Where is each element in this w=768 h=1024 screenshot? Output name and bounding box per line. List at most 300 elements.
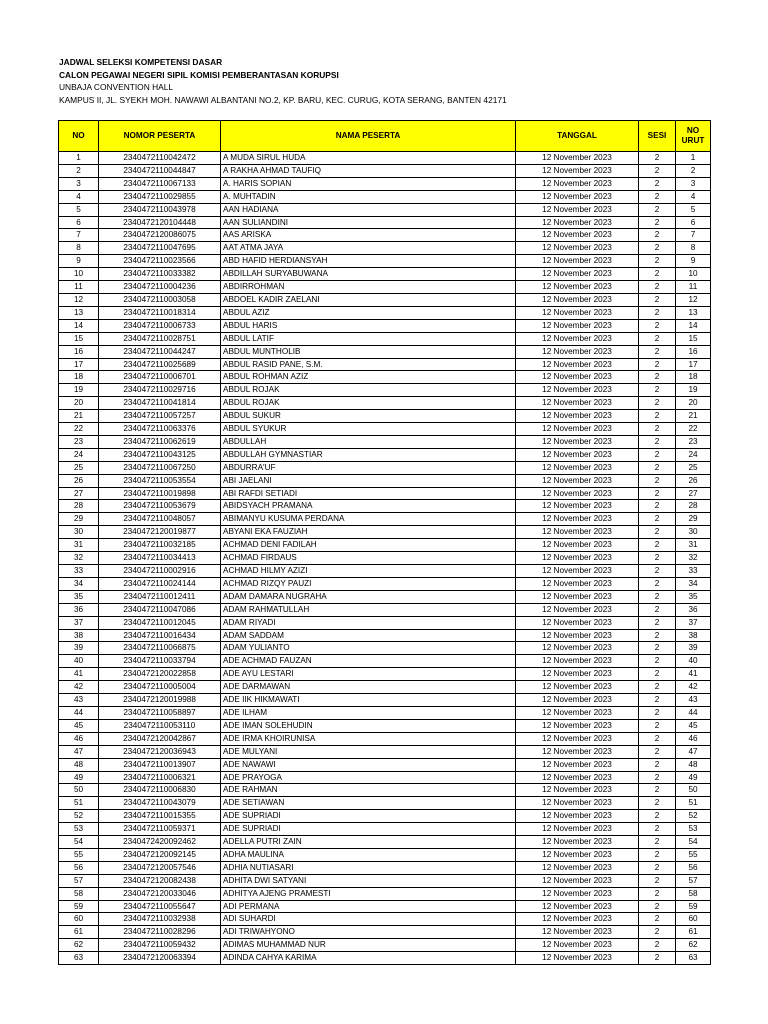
cell-tanggal: 12 November 2023: [516, 913, 639, 926]
cell-nomor-peserta: 2340472110006321: [99, 771, 221, 784]
table-row: [59, 565, 711, 578]
cell-nomor-peserta: 2340472120033046: [99, 887, 221, 900]
cell-tanggal: 12 November 2023: [516, 616, 639, 629]
cell-nama-peserta: ADI TRIWAHYONO: [221, 926, 516, 939]
table-row: [59, 448, 711, 461]
cell-nama-peserta: ADHITYA AJENG PRAMESTI: [221, 887, 516, 900]
cell-sesi: 2: [639, 590, 676, 603]
cell-tanggal: 12 November 2023: [516, 306, 639, 319]
table-body: [59, 152, 711, 965]
cell-tanggal: 12 November 2023: [516, 539, 639, 552]
column-header-no-urut: NO URUT: [676, 121, 711, 152]
cell-sesi: 2: [639, 448, 676, 461]
table-row: [59, 177, 711, 190]
table-row: [59, 848, 711, 861]
cell-no-urut: 37: [676, 616, 711, 629]
cell-nama-peserta: ABIMANYU KUSUMA PERDANA: [221, 513, 516, 526]
table-row: [59, 461, 711, 474]
cell-nomor-peserta: 2340472110047695: [99, 242, 221, 255]
cell-sesi: 2: [639, 513, 676, 526]
cell-nama-peserta: ADE NAWAWI: [221, 758, 516, 771]
cell-sesi: 2: [639, 939, 676, 952]
cell-no: 46: [59, 732, 99, 745]
table-row: [59, 216, 711, 229]
cell-sesi: 2: [639, 397, 676, 410]
cell-nama-peserta: ADE IRMA KHOIRUNISA: [221, 732, 516, 745]
cell-nomor-peserta: 2340472120042867: [99, 732, 221, 745]
cell-nama-peserta: ADE PRAYOGA: [221, 771, 516, 784]
table-row: [59, 745, 711, 758]
header-venue: UNBAJA CONVENTION HALL: [59, 82, 174, 93]
cell-nomor-peserta: 2340472120086075: [99, 229, 221, 242]
cell-tanggal: 12 November 2023: [516, 448, 639, 461]
cell-no-urut: 3: [676, 177, 711, 190]
cell-no-urut: 15: [676, 332, 711, 345]
cell-nama-peserta: ADI SUHARDI: [221, 913, 516, 926]
cell-no: 19: [59, 384, 99, 397]
cell-tanggal: 12 November 2023: [516, 565, 639, 578]
table-row: [59, 590, 711, 603]
cell-tanggal: 12 November 2023: [516, 242, 639, 255]
cell-no: 27: [59, 487, 99, 500]
cell-nama-peserta: ADE SUPRIADI: [221, 823, 516, 836]
cell-nomor-peserta: 2340472110012411: [99, 590, 221, 603]
cell-nama-peserta: ACHMAD DENI FADILAH: [221, 539, 516, 552]
cell-nomor-peserta: 2340472110057257: [99, 410, 221, 423]
table-row: [59, 487, 711, 500]
cell-sesi: 2: [639, 784, 676, 797]
cell-nama-peserta: ADE IIK HIKMAWATI: [221, 694, 516, 707]
cell-tanggal: 12 November 2023: [516, 384, 639, 397]
cell-sesi: 2: [639, 577, 676, 590]
cell-no-urut: 58: [676, 887, 711, 900]
table-row: [59, 306, 711, 319]
cell-tanggal: 12 November 2023: [516, 900, 639, 913]
cell-sesi: 2: [639, 345, 676, 358]
cell-nomor-peserta: 2340472110059432: [99, 939, 221, 952]
cell-tanggal: 12 November 2023: [516, 152, 639, 165]
table-row: [59, 810, 711, 823]
cell-no-urut: 6: [676, 216, 711, 229]
cell-nama-peserta: ABDIRROHMAN: [221, 281, 516, 294]
cell-no-urut: 20: [676, 397, 711, 410]
table-row: [59, 668, 711, 681]
cell-tanggal: 12 November 2023: [516, 694, 639, 707]
column-header-no: NO: [59, 121, 99, 152]
cell-nomor-peserta: 2340472110067250: [99, 461, 221, 474]
cell-tanggal: 12 November 2023: [516, 745, 639, 758]
cell-nama-peserta: ABDUL AZIZ: [221, 306, 516, 319]
cell-sesi: 2: [639, 177, 676, 190]
column-header-tanggal: TANGGAL: [516, 121, 639, 152]
cell-nomor-peserta: 2340472110012045: [99, 616, 221, 629]
cell-tanggal: 12 November 2023: [516, 358, 639, 371]
cell-no-urut: 60: [676, 913, 711, 926]
cell-tanggal: 12 November 2023: [516, 164, 639, 177]
cell-sesi: 2: [639, 719, 676, 732]
cell-nama-peserta: ABDUL SUKUR: [221, 410, 516, 423]
cell-sesi: 2: [639, 526, 676, 539]
cell-no: 4: [59, 190, 99, 203]
cell-sesi: 2: [639, 152, 676, 165]
cell-no: 37: [59, 616, 99, 629]
cell-tanggal: 12 November 2023: [516, 952, 639, 965]
cell-no: 39: [59, 642, 99, 655]
cell-sesi: 2: [639, 500, 676, 513]
cell-nama-peserta: ACHMAD RIZQY PAUZI: [221, 577, 516, 590]
cell-tanggal: 12 November 2023: [516, 603, 639, 616]
cell-nomor-peserta: 2340472110053110: [99, 719, 221, 732]
cell-nama-peserta: ABDUL ROJAK: [221, 384, 516, 397]
cell-no: 6: [59, 216, 99, 229]
cell-no-urut: 48: [676, 758, 711, 771]
cell-no-urut: 11: [676, 281, 711, 294]
cell-no: 45: [59, 719, 99, 732]
cell-sesi: 2: [639, 732, 676, 745]
cell-no: 44: [59, 706, 99, 719]
table-row: [59, 423, 711, 436]
cell-nomor-peserta: 2340472110006830: [99, 784, 221, 797]
cell-no-urut: 26: [676, 474, 711, 487]
table-row: [59, 435, 711, 448]
cell-sesi: 2: [639, 758, 676, 771]
cell-no: 25: [59, 461, 99, 474]
cell-no-urut: 57: [676, 874, 711, 887]
cell-sesi: 2: [639, 255, 676, 268]
cell-no: 41: [59, 668, 99, 681]
cell-no-urut: 50: [676, 784, 711, 797]
cell-nomor-peserta: 2340472110043978: [99, 203, 221, 216]
cell-nomor-peserta: 2340472110015355: [99, 810, 221, 823]
cell-sesi: 2: [639, 616, 676, 629]
cell-nama-peserta: ABYANI EKA FAUZIAH: [221, 526, 516, 539]
cell-no: 16: [59, 345, 99, 358]
cell-tanggal: 12 November 2023: [516, 706, 639, 719]
table-row: [59, 874, 711, 887]
table-row: [59, 384, 711, 397]
cell-nomor-peserta: 2340472120082438: [99, 874, 221, 887]
cell-no: 17: [59, 358, 99, 371]
cell-nama-peserta: ABDUL ROHMAN AZIZ: [221, 371, 516, 384]
cell-nama-peserta: A. MUHTADIN: [221, 190, 516, 203]
table-row: [59, 358, 711, 371]
cell-no: 33: [59, 565, 99, 578]
cell-nomor-peserta: 2340472110044847: [99, 164, 221, 177]
cell-tanggal: 12 November 2023: [516, 255, 639, 268]
cell-nama-peserta: ABDUL SYUKUR: [221, 423, 516, 436]
cell-tanggal: 12 November 2023: [516, 784, 639, 797]
cell-no: 34: [59, 577, 99, 590]
cell-no: 51: [59, 797, 99, 810]
cell-no: 12: [59, 293, 99, 306]
cell-no: 13: [59, 306, 99, 319]
cell-sesi: 2: [639, 797, 676, 810]
cell-sesi: 2: [639, 913, 676, 926]
cell-nama-peserta: ADAM RIYADI: [221, 616, 516, 629]
table-row: [59, 900, 711, 913]
cell-sesi: 2: [639, 332, 676, 345]
cell-nomor-peserta: 2340472120063394: [99, 952, 221, 965]
table-row: [59, 603, 711, 616]
cell-tanggal: 12 November 2023: [516, 345, 639, 358]
cell-sesi: 2: [639, 810, 676, 823]
table-row: [59, 513, 711, 526]
cell-nama-peserta: ADIMAS MUHAMMAD NUR: [221, 939, 516, 952]
cell-no-urut: 4: [676, 190, 711, 203]
cell-no: 5: [59, 203, 99, 216]
cell-sesi: 2: [639, 848, 676, 861]
cell-sesi: 2: [639, 216, 676, 229]
cell-tanggal: 12 November 2023: [516, 190, 639, 203]
cell-nomor-peserta: 2340472110042472: [99, 152, 221, 165]
cell-no-urut: 63: [676, 952, 711, 965]
table-row: [59, 500, 711, 513]
cell-nama-peserta: ABDUL LATIF: [221, 332, 516, 345]
cell-nama-peserta: ADE DARMAWAN: [221, 681, 516, 694]
cell-no-urut: 41: [676, 668, 711, 681]
cell-nomor-peserta: 2340472110006733: [99, 319, 221, 332]
cell-nomor-peserta: 2340472110029716: [99, 384, 221, 397]
cell-nama-peserta: ABDUL RASID PANE, S.M.: [221, 358, 516, 371]
cell-tanggal: 12 November 2023: [516, 758, 639, 771]
cell-nomor-peserta: 2340472110024144: [99, 577, 221, 590]
cell-no: 14: [59, 319, 99, 332]
table-row: [59, 526, 711, 539]
cell-nomor-peserta: 2340472110055647: [99, 900, 221, 913]
cell-tanggal: 12 November 2023: [516, 577, 639, 590]
cell-tanggal: 12 November 2023: [516, 732, 639, 745]
table-row: [59, 797, 711, 810]
cell-nomor-peserta: 2340472110033794: [99, 655, 221, 668]
cell-nama-peserta: ADE ILHAM: [221, 706, 516, 719]
cell-nomor-peserta: 2340472120036943: [99, 745, 221, 758]
cell-no: 29: [59, 513, 99, 526]
cell-nomor-peserta: 2340472110018314: [99, 306, 221, 319]
cell-nomor-peserta: 2340472110058897: [99, 706, 221, 719]
cell-nomor-peserta: 2340472110028296: [99, 926, 221, 939]
cell-no-urut: 54: [676, 836, 711, 849]
cell-tanggal: 12 November 2023: [516, 268, 639, 281]
cell-no-urut: 40: [676, 655, 711, 668]
cell-tanggal: 12 November 2023: [516, 861, 639, 874]
cell-sesi: 2: [639, 293, 676, 306]
cell-nomor-peserta: 2340472110016434: [99, 629, 221, 642]
cell-sesi: 2: [639, 655, 676, 668]
cell-sesi: 2: [639, 668, 676, 681]
cell-nama-peserta: ADELLA PUTRI ZAIN: [221, 836, 516, 849]
cell-sesi: 2: [639, 423, 676, 436]
cell-no-urut: 53: [676, 823, 711, 836]
cell-no: 10: [59, 268, 99, 281]
cell-tanggal: 12 November 2023: [516, 926, 639, 939]
cell-no-urut: 49: [676, 771, 711, 784]
cell-sesi: 2: [639, 900, 676, 913]
cell-nama-peserta: ABDUL HARIS: [221, 319, 516, 332]
table-row: [59, 242, 711, 255]
cell-sesi: 2: [639, 861, 676, 874]
table-row: [59, 319, 711, 332]
cell-nomor-peserta: 2340472110067133: [99, 177, 221, 190]
table-row: [59, 913, 711, 926]
cell-no-urut: 29: [676, 513, 711, 526]
table-row: [59, 706, 711, 719]
cell-tanggal: 12 November 2023: [516, 719, 639, 732]
cell-no-urut: 22: [676, 423, 711, 436]
header-subtitle: CALON PEGAWAI NEGERI SIPIL KOMISI PEMBERANTASAN KORUPSI: [59, 69, 339, 80]
header-title: JADWAL SELEKSI KOMPETENSI DASAR: [59, 57, 223, 67]
cell-nomor-peserta: 2340472120057546: [99, 861, 221, 874]
cell-sesi: 2: [639, 358, 676, 371]
cell-nama-peserta: ACHMAD HILMY AZIZI: [221, 565, 516, 578]
cell-tanggal: 12 November 2023: [516, 371, 639, 384]
cell-no-urut: 47: [676, 745, 711, 758]
cell-no: 18: [59, 371, 99, 384]
table-row: [59, 681, 711, 694]
table-row: [59, 939, 711, 952]
cell-nama-peserta: ABDULLAH GYMNASTIAR: [221, 448, 516, 461]
cell-nomor-peserta: 2340472110005004: [99, 681, 221, 694]
cell-nomor-peserta: 2340472110053554: [99, 474, 221, 487]
cell-no: 40: [59, 655, 99, 668]
cell-tanggal: 12 November 2023: [516, 319, 639, 332]
cell-nomor-peserta: 2340472420092462: [99, 836, 221, 849]
cell-nama-peserta: ADHA MAULINA: [221, 848, 516, 861]
cell-sesi: 2: [639, 642, 676, 655]
cell-no-urut: 9: [676, 255, 711, 268]
cell-no: 55: [59, 848, 99, 861]
table-row: [59, 771, 711, 784]
cell-nama-peserta: A RAKHA AHMAD TAUFIQ: [221, 164, 516, 177]
cell-tanggal: 12 November 2023: [516, 655, 639, 668]
cell-no: 31: [59, 539, 99, 552]
table-row: [59, 655, 711, 668]
cell-no: 9: [59, 255, 99, 268]
participant-table: [58, 120, 711, 965]
cell-no-urut: 45: [676, 719, 711, 732]
cell-nama-peserta: ADAM YULIANTO: [221, 642, 516, 655]
cell-tanggal: 12 November 2023: [516, 293, 639, 306]
cell-no-urut: 55: [676, 848, 711, 861]
cell-no-urut: 30: [676, 526, 711, 539]
cell-no-urut: 25: [676, 461, 711, 474]
cell-sesi: 2: [639, 681, 676, 694]
cell-no-urut: 27: [676, 487, 711, 500]
cell-no-urut: 34: [676, 577, 711, 590]
cell-no-urut: 32: [676, 552, 711, 565]
table-row: [59, 732, 711, 745]
cell-tanggal: 12 November 2023: [516, 668, 639, 681]
cell-no-urut: 21: [676, 410, 711, 423]
cell-sesi: 2: [639, 887, 676, 900]
cell-nama-peserta: ADINDA CAHYA KARIMA: [221, 952, 516, 965]
table-row: [59, 836, 711, 849]
column-header-nama-peserta: NAMA PESERTA: [221, 121, 516, 152]
cell-tanggal: 12 November 2023: [516, 332, 639, 345]
cell-nama-peserta: ADAM SADDAM: [221, 629, 516, 642]
cell-nomor-peserta: 2340472110062619: [99, 435, 221, 448]
cell-no-urut: 46: [676, 732, 711, 745]
cell-tanggal: 12 November 2023: [516, 397, 639, 410]
cell-tanggal: 12 November 2023: [516, 810, 639, 823]
cell-no-urut: 31: [676, 539, 711, 552]
cell-nama-peserta: ADAM DAMARA NUGRAHA: [221, 590, 516, 603]
cell-nomor-peserta: 2340472110004236: [99, 281, 221, 294]
cell-sesi: 2: [639, 694, 676, 707]
cell-sesi: 2: [639, 836, 676, 849]
cell-no: 28: [59, 500, 99, 513]
cell-sesi: 2: [639, 771, 676, 784]
cell-sesi: 2: [639, 281, 676, 294]
cell-no-urut: 39: [676, 642, 711, 655]
column-header-nomor-peserta: NOMOR PESERTA: [99, 121, 221, 152]
cell-no-urut: 5: [676, 203, 711, 216]
cell-sesi: 2: [639, 410, 676, 423]
cell-no-urut: 44: [676, 706, 711, 719]
cell-sesi: 2: [639, 745, 676, 758]
cell-nomor-peserta: 2340472110028751: [99, 332, 221, 345]
cell-no-urut: 24: [676, 448, 711, 461]
cell-no-urut: 33: [676, 565, 711, 578]
table-row: [59, 345, 711, 358]
cell-nama-peserta: ADE IMAN SOLEHUDIN: [221, 719, 516, 732]
cell-tanggal: 12 November 2023: [516, 629, 639, 642]
cell-no: 58: [59, 887, 99, 900]
cell-no: 11: [59, 281, 99, 294]
cell-tanggal: 12 November 2023: [516, 177, 639, 190]
cell-no: 35: [59, 590, 99, 603]
cell-tanggal: 12 November 2023: [516, 848, 639, 861]
table-row: [59, 552, 711, 565]
cell-nama-peserta: ABDULLAH: [221, 435, 516, 448]
cell-nomor-peserta: 2340472110003058: [99, 293, 221, 306]
cell-sesi: 2: [639, 164, 676, 177]
cell-tanggal: 12 November 2023: [516, 435, 639, 448]
table-header-row: [59, 121, 711, 152]
table-row: [59, 694, 711, 707]
table-row: [59, 397, 711, 410]
cell-tanggal: 12 November 2023: [516, 229, 639, 242]
cell-tanggal: 12 November 2023: [516, 423, 639, 436]
table-row: [59, 293, 711, 306]
cell-nama-peserta: ABDURRA'UF: [221, 461, 516, 474]
cell-no-urut: 51: [676, 797, 711, 810]
cell-tanggal: 12 November 2023: [516, 216, 639, 229]
cell-no: 56: [59, 861, 99, 874]
cell-nomor-peserta: 2340472110023566: [99, 255, 221, 268]
cell-nomor-peserta: 2340472110041814: [99, 397, 221, 410]
cell-sesi: 2: [639, 203, 676, 216]
cell-nama-peserta: ABD HAFID HERDIANSYAH: [221, 255, 516, 268]
cell-nama-peserta: AAN HADIANA: [221, 203, 516, 216]
cell-no-urut: 35: [676, 590, 711, 603]
table-row: [59, 616, 711, 629]
cell-nomor-peserta: 2340472120019877: [99, 526, 221, 539]
cell-nomor-peserta: 2340472110033382: [99, 268, 221, 281]
cell-tanggal: 12 November 2023: [516, 513, 639, 526]
cell-no-urut: 2: [676, 164, 711, 177]
cell-no-urut: 36: [676, 603, 711, 616]
cell-nomor-peserta: 2340472110059371: [99, 823, 221, 836]
cell-no-urut: 52: [676, 810, 711, 823]
cell-no-urut: 12: [676, 293, 711, 306]
cell-tanggal: 12 November 2023: [516, 797, 639, 810]
cell-no: 50: [59, 784, 99, 797]
cell-tanggal: 12 November 2023: [516, 836, 639, 849]
cell-no-urut: 17: [676, 358, 711, 371]
cell-no: 22: [59, 423, 99, 436]
cell-no: 1: [59, 152, 99, 165]
cell-no-urut: 1: [676, 152, 711, 165]
